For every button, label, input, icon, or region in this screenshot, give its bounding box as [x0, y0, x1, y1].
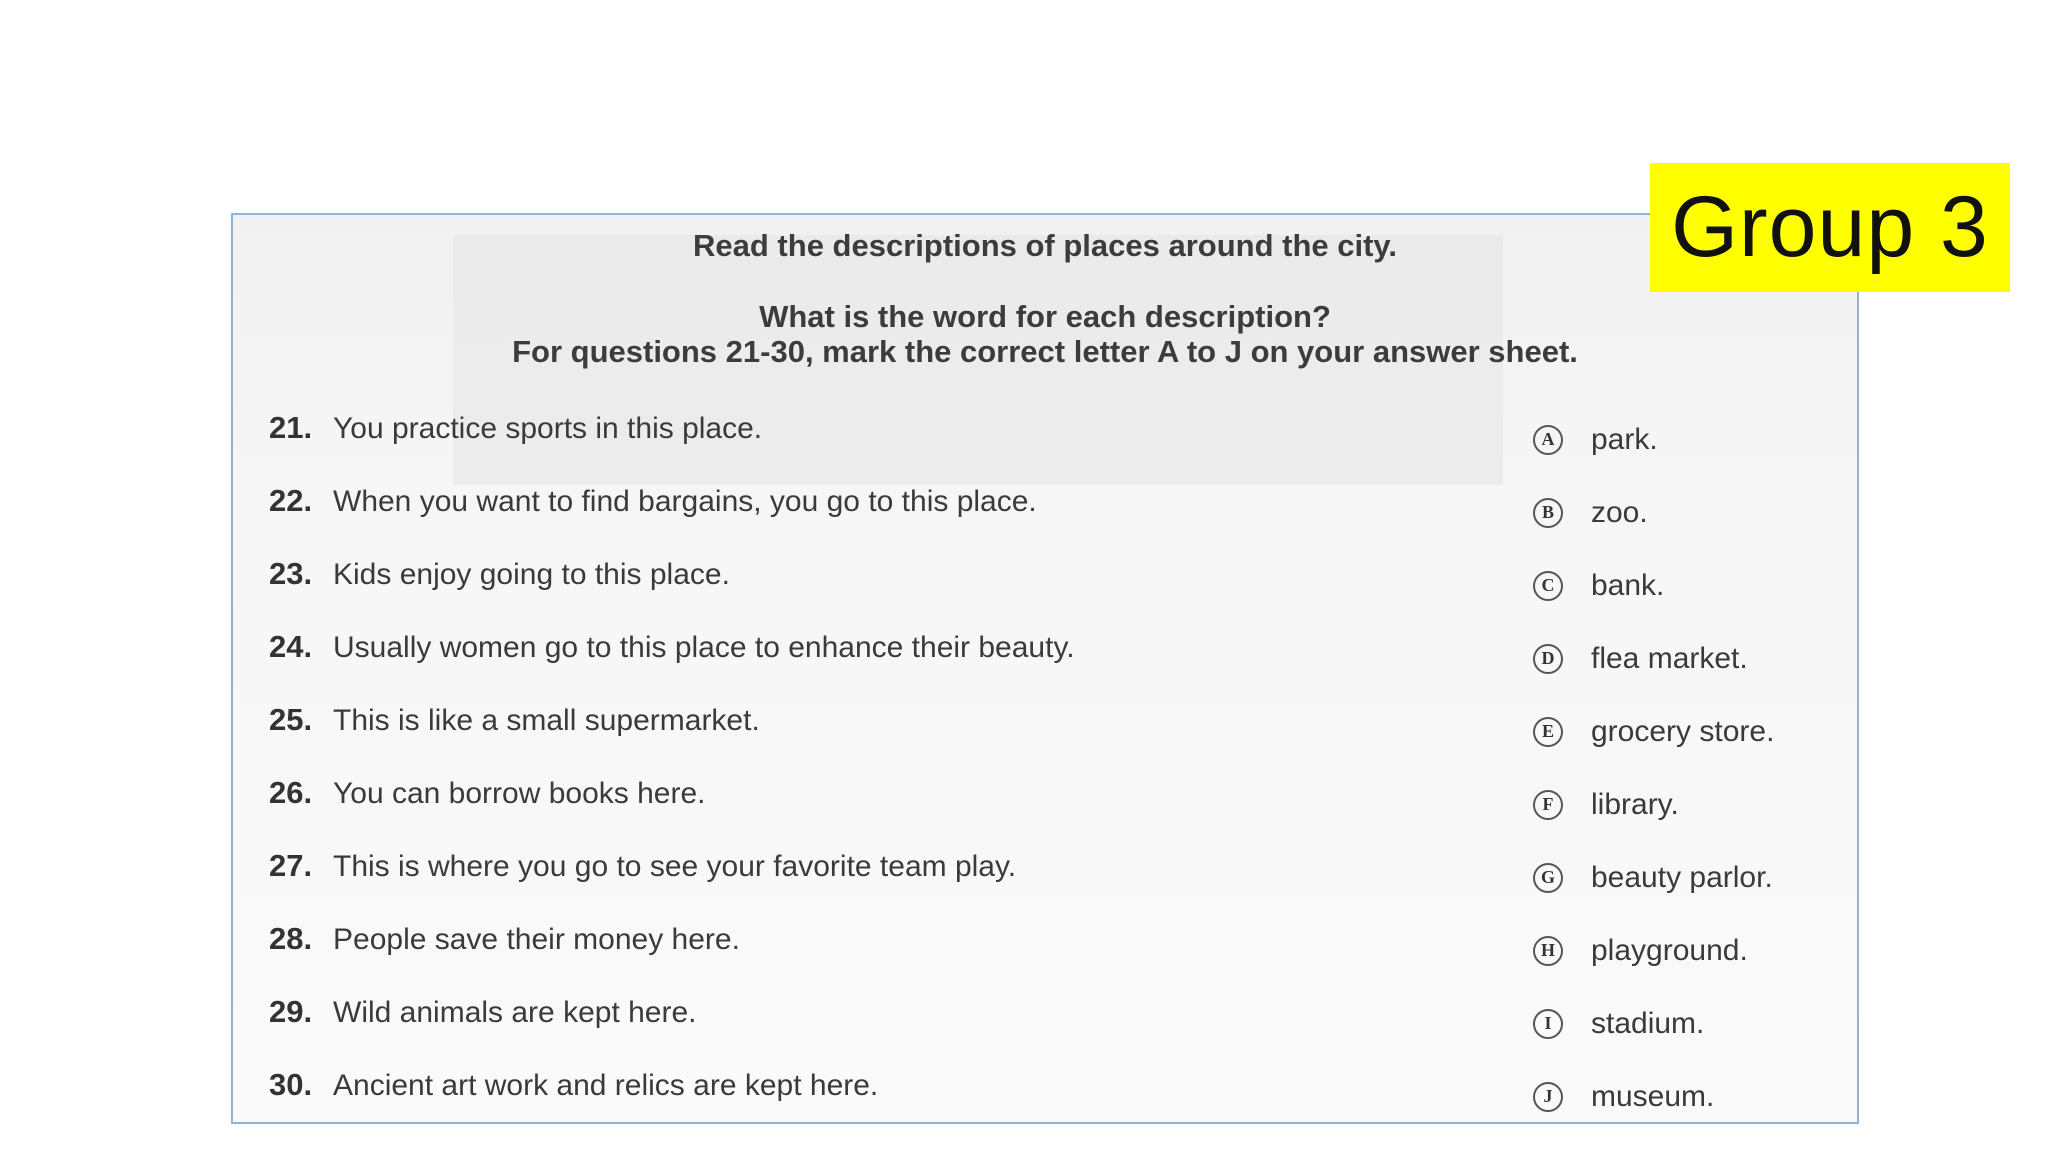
answer-text: beauty parlor. — [1591, 860, 1773, 894]
answer-text: park. — [1591, 422, 1658, 456]
question-row-30 — [269, 1067, 1269, 1124]
answer-letter-circle: B — [1533, 498, 1563, 528]
question-number: 24. — [269, 629, 313, 664]
answer-letter-circle: J — [1533, 1082, 1563, 1112]
answer-option-c — [1533, 549, 1853, 622]
answer-option-j — [1533, 1060, 1853, 1124]
answer-text: grocery store. — [1591, 714, 1775, 748]
question-row-23 — [269, 556, 1269, 629]
answer-text: stadium. — [1591, 1006, 1705, 1040]
answer-option-h — [1533, 914, 1853, 987]
answer-letter-circle: I — [1533, 1009, 1563, 1039]
answer-list — [1533, 403, 1853, 1124]
question-row-25 — [269, 702, 1269, 775]
answer-text: library. — [1591, 787, 1679, 821]
group-label-badge: Group 3 — [1650, 163, 2010, 292]
question-row-26 — [269, 775, 1269, 848]
question-text: Kids enjoy going to this place. — [333, 558, 730, 591]
instruction-line-1: Read the descriptions of places around the city. — [693, 228, 1397, 263]
answer-letter-circle: A — [1533, 425, 1563, 455]
question-number: 27. — [269, 848, 313, 883]
answer-letter-circle: E — [1533, 717, 1563, 747]
question-text: This is where you go to see your favorite team play. — [333, 850, 1017, 883]
question-text: Usually women go to this place to enhance their beauty. — [333, 631, 1075, 664]
instruction-line-2: What is the word for each description? — [759, 299, 1331, 334]
answer-text: flea market. — [1591, 641, 1748, 675]
question-row-29 — [269, 994, 1269, 1067]
question-text: This is like a small supermarket. — [333, 704, 760, 737]
answer-letter-circle: C — [1533, 571, 1563, 601]
question-row-21 — [269, 410, 1269, 483]
instruction-line-3: For questions 21-30, mark the correct letter A to J on your answer sheet. — [512, 334, 1578, 369]
question-number: 29. — [269, 994, 313, 1029]
answer-letter-circle: D — [1533, 644, 1563, 674]
question-number: 28. — [269, 921, 313, 956]
question-text: When you want to find bargains, you go to this place. — [333, 485, 1037, 518]
question-row-28 — [269, 921, 1269, 994]
answer-option-e — [1533, 695, 1853, 768]
question-text: People save their money here. — [333, 923, 740, 956]
question-text: Ancient art work and relics are kept here. — [333, 1069, 879, 1102]
answer-text: bank. — [1591, 568, 1665, 602]
answer-option-d — [1533, 622, 1853, 695]
question-number: 25. — [269, 702, 313, 737]
answer-option-b — [1533, 476, 1853, 549]
answer-option-f — [1533, 768, 1853, 841]
question-list — [269, 410, 1269, 1124]
question-number: 21. — [269, 410, 313, 445]
answer-text: zoo. — [1591, 495, 1648, 529]
answer-text: museum. — [1591, 1079, 1715, 1113]
worksheet-scan — [231, 213, 1859, 1124]
question-row-22 — [269, 483, 1269, 556]
question-number: 26. — [269, 775, 313, 810]
question-number: 30. — [269, 1067, 313, 1102]
question-row-27 — [269, 848, 1269, 921]
question-text: You can borrow books here. — [333, 777, 706, 810]
question-number: 23. — [269, 556, 313, 591]
answer-letter-circle: G — [1533, 863, 1563, 893]
answer-letter-circle: H — [1533, 936, 1563, 966]
answer-option-a — [1533, 403, 1853, 476]
question-number: 22. — [269, 483, 313, 518]
answer-letter-circle: F — [1533, 790, 1563, 820]
question-text: You practice sports in this place. — [333, 412, 763, 445]
answer-option-g — [1533, 841, 1853, 914]
question-text: Wild animals are kept here. — [333, 996, 697, 1029]
answer-option-i — [1533, 987, 1853, 1060]
question-row-24 — [269, 629, 1269, 702]
answer-text: playground. — [1591, 933, 1748, 967]
